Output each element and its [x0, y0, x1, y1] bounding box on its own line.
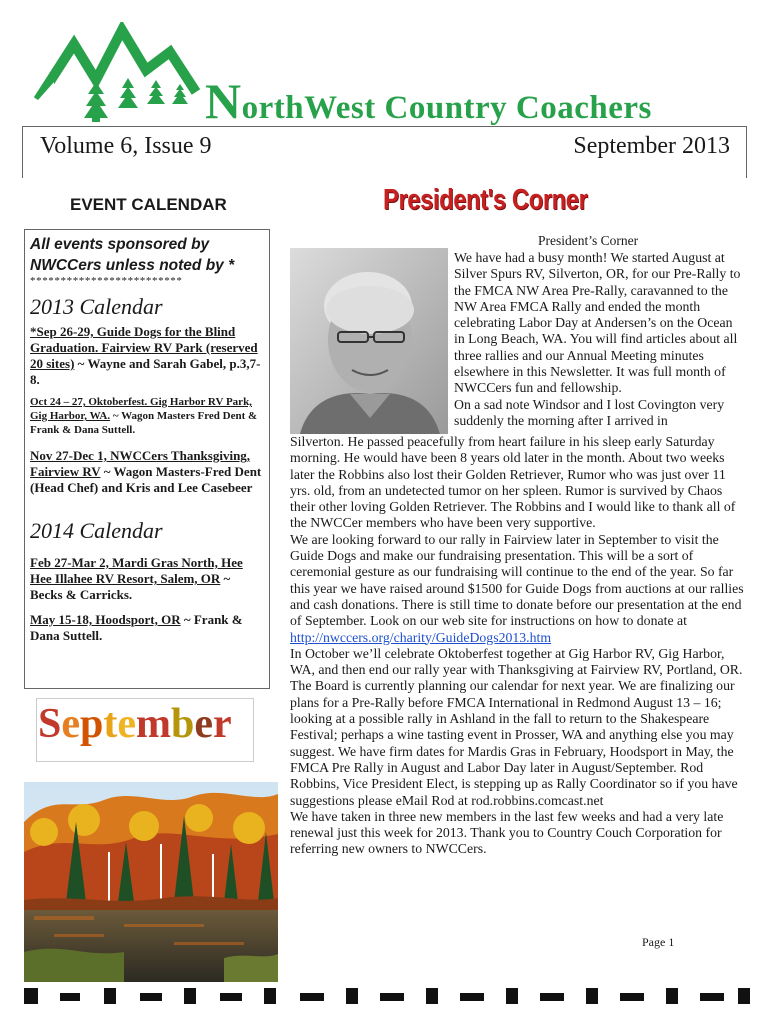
star-divider: *************************: [30, 275, 183, 287]
brand-initial: N: [205, 73, 242, 129]
september-letter: m: [136, 701, 172, 747]
autumn-lake-image: [24, 782, 278, 982]
brand-rest: orthWest Country Coachers: [241, 90, 652, 126]
article-text-top: [454, 250, 744, 429]
paragraph-guide-dogs: [290, 532, 746, 646]
guide-dogs-text: We are looking forward to our rally in Fairview later in September to visit the Guide Dogs and make our fundraising presentation. This will be a sort of ceremonial gesture as our fundraising will continue to the end of the year. So far this year we have raised around $1500 for Guide Dogs from auctions at our rallies and cash donations. There is still time to donate before our presentation at the end of September. Look on our web site for instructions on how to donate at: [290, 531, 744, 629]
september-letter: r: [213, 701, 232, 747]
event-guide-dogs: [30, 324, 266, 388]
event-detail: ~ Becks & Carricks.: [30, 571, 231, 602]
calendar-2013-title: 2013 Calendar: [30, 294, 163, 319]
brand-name: [205, 72, 652, 130]
event-detail: ~ Wagon Masters-Fred Dent (Head Chef) and Kris and Lee Casebeer: [30, 464, 262, 495]
presidents-corner-label: President’s Corner: [538, 233, 639, 248]
issue-date: September 2013: [573, 133, 730, 159]
event-detail: ~ Frank & Dana Suttell.: [30, 612, 243, 643]
september-letter: p: [80, 701, 104, 747]
paragraph-sad-note: On a sad note Windsor and I lost Covington very suddenly the morning after I arrived in: [454, 396, 725, 428]
event-link[interactable]: Oct 24 – 27, Oktoberfest. Gig Harbor RV Park, Gig Harbor, WA.: [30, 396, 252, 422]
presidents-corner-title: President's Corner: [383, 184, 588, 216]
event-hoodsport: [30, 612, 266, 644]
paragraph-october: In October we’ll celebrate Oktoberfest together at Gig Harbor RV, Gig Harbor, WA, and then end our rally year with Thanksgiving at Fairview RV, Portland, OR.: [290, 645, 743, 678]
september-letter: t: [103, 701, 118, 747]
paragraph-covington: Silverton. He passed peacefully from heart failure in his sleep early Saturday morning. He would have been 8 years old later in the month. About two weeks later the Robbins also lost their Golden Retriever, Rumor who was just over 11 yrs. old, from an undetected tumor on her spleen. Rumor is survived by Chaos their other loving Golden Retriever. The Robbins and I would like to thank all of the NWCCer members who have been very supportive.: [290, 434, 736, 531]
event-oktoberfest: [30, 395, 266, 437]
event-thanksgiving: [30, 448, 266, 496]
september-letter: e: [61, 701, 81, 747]
event-calendar-heading: EVENT CALENDAR: [70, 195, 227, 214]
president-photo: [290, 248, 448, 434]
september-letter: e: [117, 701, 137, 747]
september-letter: S: [38, 701, 62, 747]
event-detail: ~ Wayne and Sarah Gabel, p.3,7-8.: [30, 356, 261, 387]
event-mardi-gras: [30, 555, 266, 603]
volume-issue: Volume 6, Issue 9: [40, 133, 212, 159]
page-number: Page 1: [642, 935, 675, 949]
event-detail: ~ Wagon Masters Fred Dent & Frank & Dana Suttell.: [30, 410, 258, 436]
event-link[interactable]: *Sep 26-29, Guide Dogs for the Blind Graduation. Fairview RV Park (reserved 20 sites): [30, 324, 258, 371]
event-link[interactable]: May 15-18, Hoodsport, OR: [30, 612, 181, 627]
event-link[interactable]: Nov 27-Dec 1, NWCCers Thanksgiving, Fairview RV: [30, 448, 251, 479]
paragraph-board: The Board is currently planning our calendar for next year. We are finalizing our plans for a Pre-Rally before FMCA International in Redmond August 13 – 16; looking at a possible rally in Ashland in the fall to return to the Shakespeare Festival; perhaps a wine tasting event in Prosser, WA and anything else you may suggest. We have firm dates for Mardis Gras in February, Hoodsport in May, the FMCA Pre Rally in August and Labor Day later in August/September. Rod Robbins, Vice President Elect, is stepping up as Rally Coordinator so if you have suggestions please eMail Rod at rod.robbins.comcast.net: [290, 678, 738, 808]
footer-dash-border: [24, 988, 750, 1004]
calendar-2014-title: 2014 Calendar: [30, 518, 163, 543]
sponsor-note: All events sponsored by NWCCers unless noted by *: [30, 236, 235, 274]
paragraph-new-members: We have taken in three new members in the last few weeks and had a very late renewal just this week for 2013. Thank you to Country Couch Corporation for referring new owners to NWCCers.: [290, 808, 724, 857]
charity-link[interactable]: http://nwccers.org/charity/GuideDogs2013.htm: [290, 629, 552, 645]
article-text-main: [290, 434, 746, 858]
paragraph-busy-month: We have had a busy month! We started August at Silver Spurs RV, Silverton, OR, for our Pre-Rally to the FMCA NW Area Pre-Rally, caravanned to the NW Area FMCA Rally and ended the month celebrating Labor Day at Andersen’s on the Ocean in Long Beach, WA. You will find articles about all three rallies and our Annual Meeting minutes elsewhere in this Newsletter. It was full month of NWCCers fun and fellowship.: [454, 250, 741, 396]
september-letter: e: [194, 701, 214, 747]
september-word-art: [38, 700, 232, 748]
september-letter: b: [171, 701, 195, 747]
event-link[interactable]: Feb 27-Mar 2, Mardi Gras North, Hee Hee Illahee RV Resort, Salem, OR: [30, 555, 243, 586]
